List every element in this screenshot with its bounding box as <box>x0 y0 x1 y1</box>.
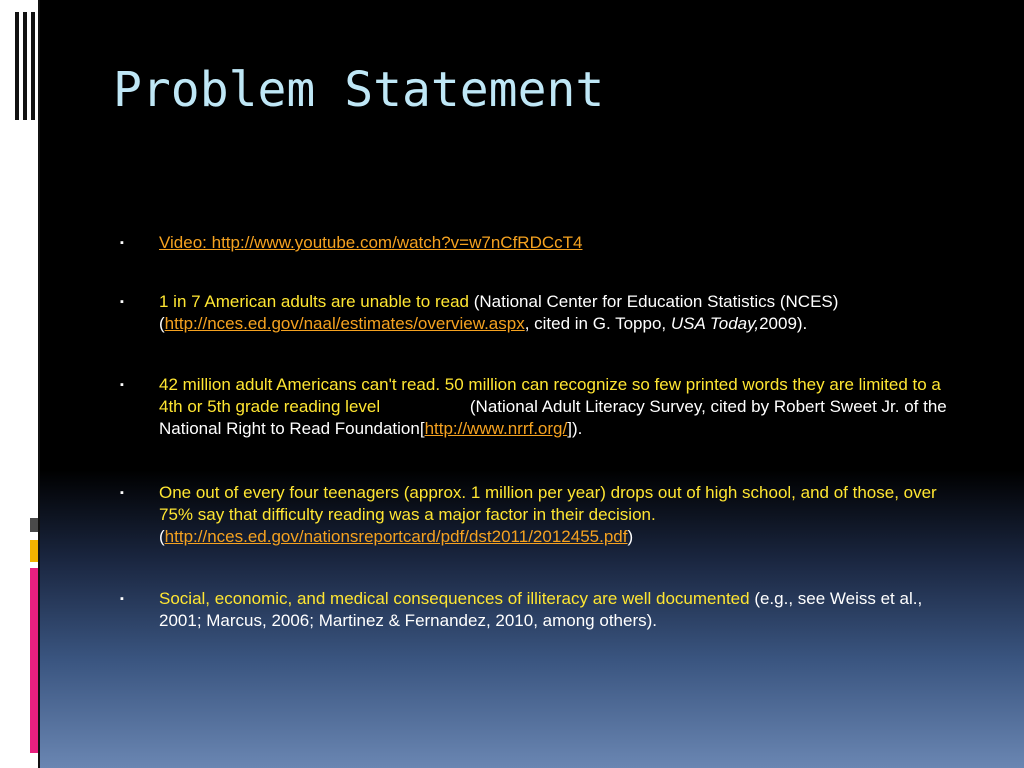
bullet-marker: ▪ <box>120 296 124 308</box>
bullet-text: , cited in G. Toppo, <box>524 314 671 333</box>
nces-naal-link[interactable]: http://nces.ed.gov/naal/estimates/overview.aspx <box>164 314 525 333</box>
bullet-consequences <box>120 588 965 632</box>
bullet-teenagers <box>120 482 965 548</box>
bullet-marker: ▪ <box>120 593 124 605</box>
bullet-video <box>120 232 965 254</box>
bullet-highlight: One out of every four teenagers (approx. 1 million per year) drops out of high school, and of those, over 75% say that difficulty reading was a major factor in their decision. <box>159 483 937 524</box>
bullet-highlight: Social, economic, and medical consequences of illiteracy are well documented <box>159 589 750 608</box>
bullet-text: (National Center for Education Statistics (NCES) ( <box>159 292 839 333</box>
bullet-text: ]). <box>567 419 583 438</box>
nces-report-card-link[interactable]: http://nces.ed.gov/nationsreportcard/pdf/dst2011/2012455.pdf <box>164 527 628 546</box>
bullet-text: (National Adult Literacy Survey, cited by Robert Sweet Jr. of the National Right to Read Foundation[ <box>159 397 952 438</box>
bullet-text: ) <box>627 527 634 546</box>
bullet-italic: USA Today, <box>670 314 760 333</box>
left-decor-bar <box>0 0 40 768</box>
bullet-marker: ▪ <box>120 237 124 249</box>
accent-block-pink <box>30 568 38 753</box>
accent-block-gray <box>30 518 38 532</box>
bullet-adults-read <box>120 291 965 335</box>
bullet-list <box>120 232 965 632</box>
bullet-text: (e.g., see Weiss et al., 2001; Marcus, 2006; Martinez & Fernandez, 2010, among others). <box>159 589 923 630</box>
slide-title: Problem Statement <box>113 62 605 118</box>
bullet-text: 2009). <box>759 314 808 333</box>
bullet-highlight: 42 million adult Americans can't read. 50 million can recognize so few printed words they are limited to a 4th or 5th grade reading level <box>159 375 941 416</box>
video-link[interactable]: Video: http://www.youtube.com/watch?v=w7nCfRDCcT4 <box>159 233 583 252</box>
nrrf-link[interactable]: http://www.nrrf.org/ <box>424 419 568 438</box>
bullet-42-million <box>120 374 965 440</box>
accent-block-gold <box>30 540 38 562</box>
bullet-text: ( <box>159 527 165 546</box>
vertical-lines-decoration <box>15 12 37 120</box>
left-bar-edge <box>38 0 40 768</box>
bullet-marker: ▪ <box>120 379 124 391</box>
bullet-highlight: 1 in 7 American adults are unable to read <box>159 292 469 311</box>
bullet-marker: ▪ <box>120 487 124 499</box>
